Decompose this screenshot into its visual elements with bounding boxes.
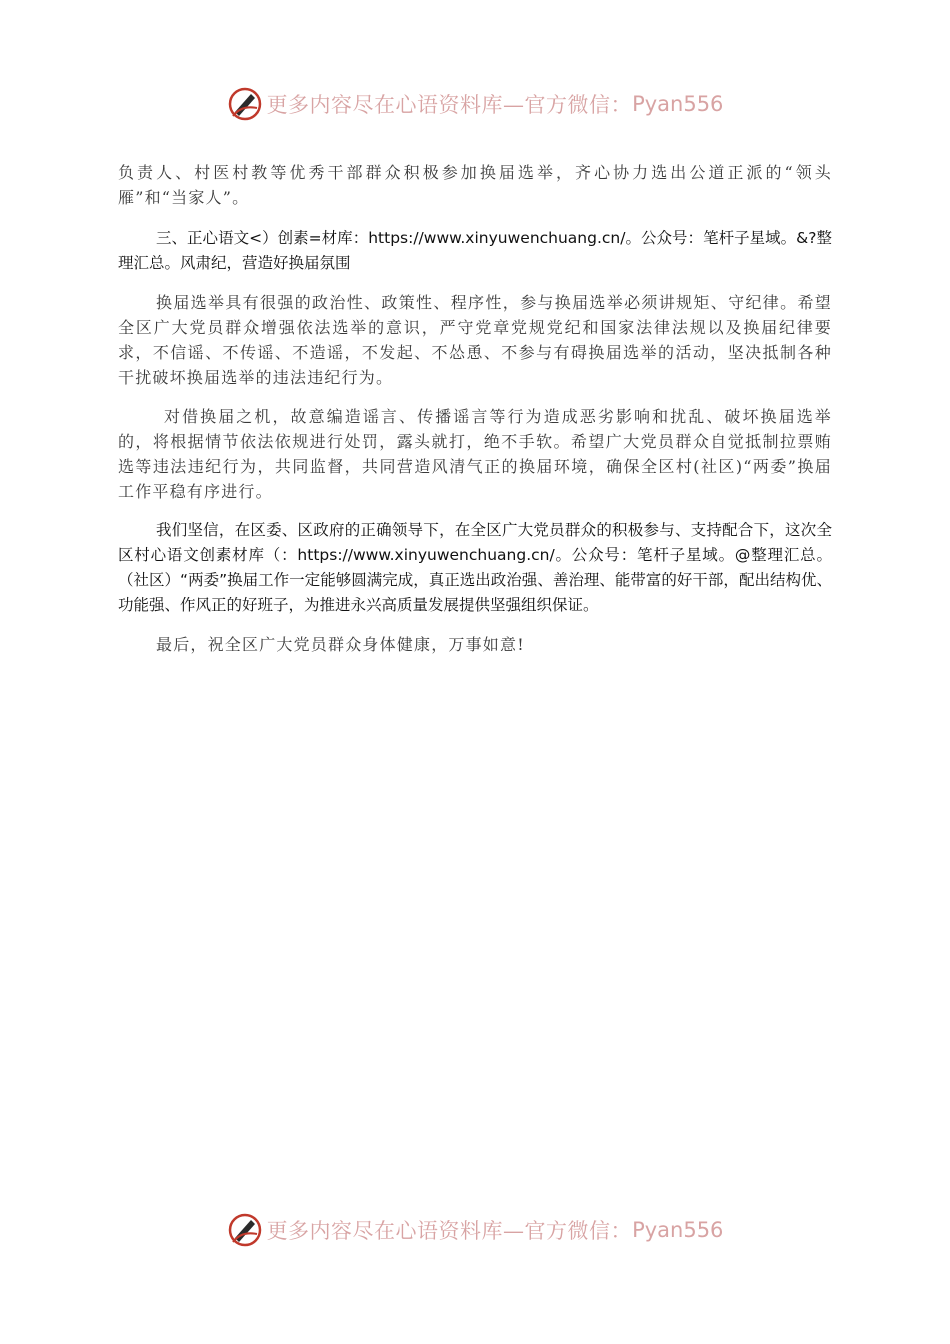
section-heading-3: 三、正心语文<）创素=材库：https://www.xinyuwenchuang.cn/。公众号：笔杆子星域。&?整理汇总。风肃纪，营造好换届氛围 <box>118 229 832 272</box>
paragraph-3: 换届选举具有很强的政治性、政策性、程序性，参与换届选举必须讲规矩、守纪律。希望全区广大党员群众增强依法选举的意识，严守党章党规党纪和国家法律法规以及换届纪律要求，不信谣、不传谣、不造谣，不发起、不怂恿、不参与有碍换届选举的活动，坚决抵制各种干扰破坏换届选举的违法违纪行为。 <box>118 293 832 387</box>
footer-banner-text: 更多内容尽在心语资料库—官方微信： <box>266 1219 633 1243</box>
paragraph-4: 对借换届之机，故意编造谣言、传播谣言等行为造成恶劣影响和扰乱、破坏换届选举的，将根据情节依法依规进行处罚，露头就打，绝不手软。希望广大党员群众自觉抵制拉票贿选等违法违纪行为，共同监督，共同营造风清气正的换届环境，确保全区村(社区)“两委”换届工作平稳有序进行。 <box>118 407 832 501</box>
document-body <box>118 160 832 671</box>
footer-banner <box>0 1210 950 1250</box>
pen-logo-icon <box>227 86 263 122</box>
header-banner <box>0 84 950 124</box>
paragraph-closing: 最后，祝全区广大党员群众身体健康，万事如意! <box>156 635 525 654</box>
pen-logo-icon <box>227 1212 263 1248</box>
paragraph-5: 我们坚信，在区委、区政府的正确领导下，在全区广大党员群众的积极参与、支持配合下，这次全区村心语文创素材库（：https://www.xinyuwenchuang.cn/。公众号：笔杆子星域。@整理汇总。（社区）“两委”换届工作一定能够圆满完成，真正选出政治强、善治理、能带富的好干部，配出结构优、功能强、作风正的好班子，为推进永兴高质量发展提供坚强组织保证。 <box>118 521 832 614</box>
header-banner-wechat-id: Pyan556 <box>632 92 724 116</box>
footer-banner-wechat-id: Pyan556 <box>632 1218 724 1242</box>
header-banner-text: 更多内容尽在心语资料库—官方微信： <box>266 93 633 117</box>
paragraph-1: 负责人、村医村教等优秀干部群众积极参加换届选举，齐心协力选出公道正派的“领头雁”和“当家人”。 <box>118 163 832 207</box>
